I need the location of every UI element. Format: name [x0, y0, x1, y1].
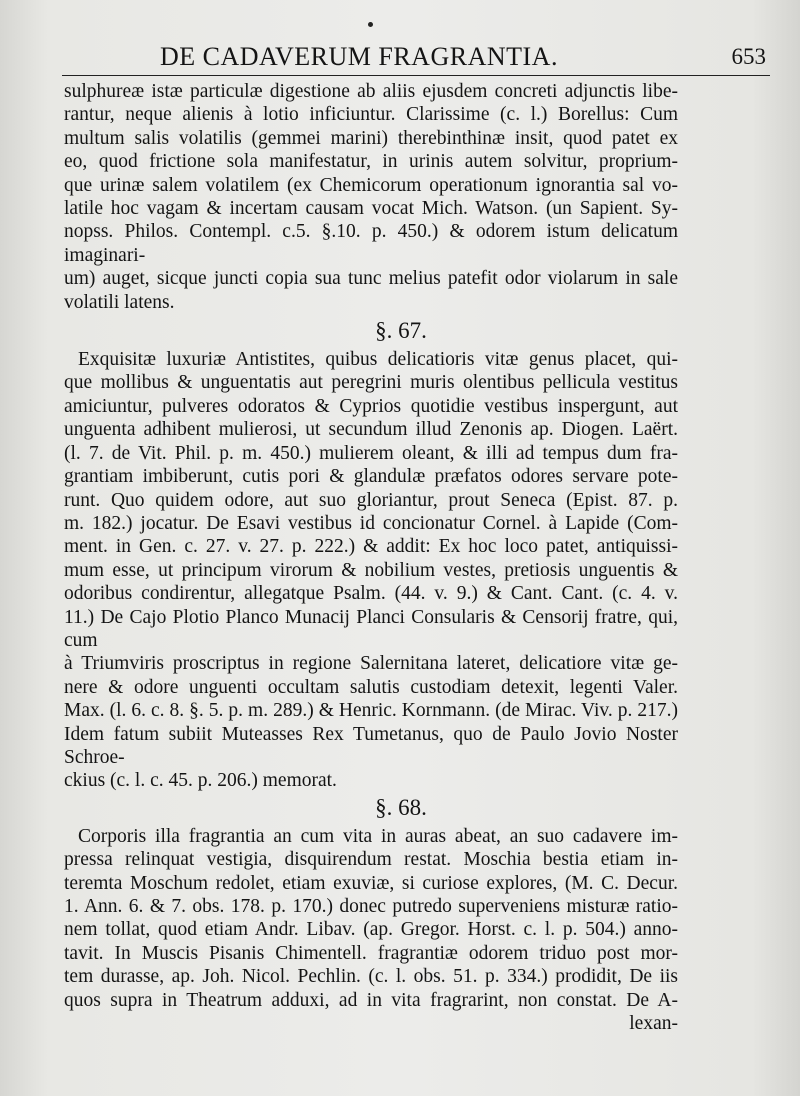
text-line: que mollibus & unguentatis aut peregrini muris olentibus pellicula vestitus: [64, 372, 678, 394]
text-line: volatili latens.: [64, 291, 175, 313]
ink-dot: [368, 22, 373, 27]
text-line: sulphureæ istæ particulæ digestione ab aliis ejusdem concreti adjunctis libe-: [64, 81, 678, 102]
text-line: à Triumviris proscriptus in regione Salernitana lateret, delicatiore vitæ ge-: [64, 653, 678, 675]
text-line: multum salis volatilis (gemmei marini) therebinthinæ insit, quod patet ex: [64, 127, 678, 149]
text-line: nere & odore unguenti occultam salutis custodiam detexit, legenti Valer.: [64, 676, 678, 698]
text-line: unguenta adhibent mulierosi, ut secundum illud Zenonis ap. Diogen. Laërt.: [64, 419, 678, 441]
text-body: [64, 80, 678, 1035]
text-line: Exquisitæ luxuriæ Antistites, quibus delicatioris vitæ genus placet, qui-: [78, 349, 678, 371]
text-line: runt. Quo quidem odore, aut suo gloriantur, prout Seneca (Epist. 87. p.: [64, 489, 678, 511]
text-line: amiciuntur, pulveres odoratos & Cyprios quotidie vestibus inspergunt, aut: [64, 395, 678, 417]
section-heading-67: §. 67.: [375, 318, 427, 344]
text-line: mum esse, ut principum virorum & nobilium vestes, pretiosis unguentis &: [64, 559, 678, 581]
paragraph-section-67: [64, 348, 678, 793]
text-line: Corporis illa fragrantia an cum vita in auras abeat, an suo cadavere im-: [78, 825, 678, 847]
text-line: tavit. In Muscis Pisanis Chimentell. fragrantiæ odorem triduo post mor-: [64, 942, 678, 964]
section-heading-68: §. 68.: [375, 794, 427, 820]
text-line: tem durasse, ap. Joh. Nicol. Pechlin. (c. l. obs. 51. p. 334.) prodidit, De iis: [64, 966, 678, 988]
text-line: teremta Moschum redolet, etiam exuviæ, si curiose explores, (M. C. Decur.: [64, 872, 678, 894]
text-line: pressa relinquat vestigia, disquirendum restat. Moschia bestia etiam in-: [64, 849, 678, 871]
catchword: lexan-: [629, 1013, 678, 1035]
text-line: nopss. Philos. Contempl. c.5. §.10. p. 450.) & odorem istum delicatum imaginari-: [64, 221, 678, 266]
running-title: DE CADAVERUM FRAGRANTIA.: [160, 42, 558, 71]
text-line: m. 182.) jocatur. De Esavi vestibus id concionatur Cornel. à Lapide (Com-: [64, 512, 678, 534]
header-rule: [62, 75, 770, 76]
text-line: rantur, neque alienis à lotio inficiuntur. Clarissime (c. l.) Borellus: Cum: [64, 104, 678, 126]
text-line: que urinæ salem volatilem (ex Chemicorum operationum ignorantia sal vo-: [64, 174, 678, 196]
text-line: Max. (l. 6. c. 8. §. 5. p. m. 289.) & Henric. Kornmann. (de Mirac. Viv. p. 217.): [64, 700, 678, 722]
text-line: um) auget, sicque juncti copia sua tunc melius patefit odor violarum in sale: [64, 268, 678, 290]
paragraph-continuation: [64, 80, 678, 314]
page-header: [62, 36, 772, 72]
text-line: grantiam imbiberunt, cutis pori & glandulæ præfatos odores servare pote-: [64, 466, 678, 488]
text-line: 11.) De Cajo Plotio Planco Munacij Planci Consularis & Censorij fratre, qui, cum: [64, 606, 678, 651]
text-line: nem tollat, quod etiam Andr. Libav. (ap. Gregor. Horst. c. l. p. 504.) anno-: [64, 919, 678, 941]
text-line: 1. Ann. 6. & 7. obs. 178. p. 170.) donec putredo superveniens misturæ ratio-: [64, 896, 678, 917]
text-line: (l. 7. de Vit. Phil. p. m. 450.) mulierem oleant, & illi ad tempus dum fra-: [64, 442, 678, 464]
text-line: Idem fatum subiit Muteasses Rex Tumetanus, quo de Paulo Jovio Noster Schroe-: [64, 723, 678, 768]
text-line: latile hoc vagam & incertam causam vocat Mich. Watson. (un Sapient. Sy-: [64, 198, 678, 220]
text-line: ckius (c. l. c. 45. p. 206.) memorat.: [64, 770, 337, 792]
paragraph-section-68: [64, 825, 678, 1012]
page-number: 653: [731, 44, 766, 69]
text-line: eo, quod frictione sola manifestatur, in urinis autem solvitur, proprium-: [64, 151, 678, 173]
text-line: ment. in Gen. c. 27. v. 27. p. 222.) & addit: Ex hoc loco patet, antiquissi-: [64, 536, 678, 558]
text-line: odoribus condirentur, allegatque Psalm. (44. v. 9.) & Cant. Cant. (c. 4. v.: [64, 583, 678, 605]
text-line: quos supra in Theatrum adduxi, ad in vita fragrarint, non constat. De A-: [64, 989, 678, 1011]
